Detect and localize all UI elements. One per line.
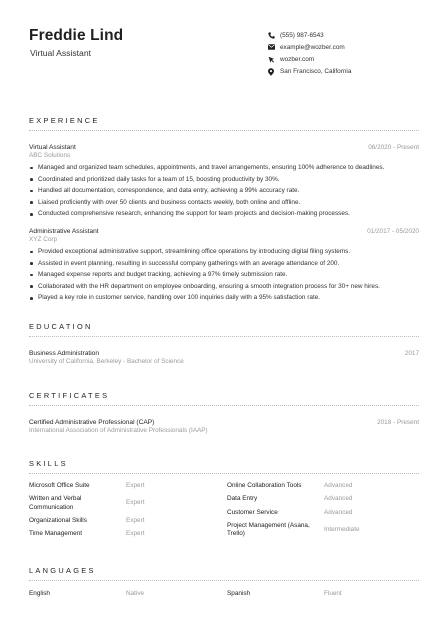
skills-row: [29, 521, 419, 539]
email-icon: [268, 44, 280, 50]
section-divider: [29, 405, 419, 406]
list-item: Handled all documentation, correspondence, and data entry, achieving a 99% accuracy rate.: [29, 185, 419, 197]
job-title: Administrative Assistant: [29, 227, 99, 235]
skill-level: Expert: [126, 529, 145, 537]
skill-level: Expert: [126, 499, 145, 507]
section-title-experience: EXPERIENCE: [29, 116, 100, 125]
skill-level: Advanced: [324, 495, 353, 502]
certificate-issuer: International Association of Administrative Professionals (IAAP): [29, 427, 208, 434]
job-title: Virtual Assistant: [29, 144, 76, 151]
section-divider: [29, 473, 419, 474]
skill-name: Microsoft Office Suite: [29, 482, 90, 490]
company-name: ABC Solutions: [29, 152, 71, 159]
section-title-languages: LANGUAGES: [29, 566, 96, 575]
certificate-entry: [29, 419, 419, 434]
education-section: [29, 322, 419, 365]
cursor-icon: [268, 56, 280, 63]
certificate-dates: 2018 - Present: [377, 419, 419, 426]
language-level: Native: [126, 590, 145, 598]
list-item: Assisted in event planning, resulting in successful company gatherings with an average attendance of 200.: [29, 258, 419, 270]
list-item: Managed and organized team schedules, appointments, and travel arrangements, ensuring 100% adherence to deadlines.: [29, 162, 419, 174]
list-item: Liaised proficiently with over 50 clients and business contacts weekly, both online and offline.: [29, 197, 419, 209]
school-name: University of California, Berkeley - Bachelor of Science: [29, 358, 184, 365]
experience-entry: [29, 144, 419, 220]
experience-entry: [29, 228, 419, 304]
contact-location: [268, 66, 351, 78]
skills-section: [29, 459, 419, 474]
phone-text: (555) 987-6543: [280, 31, 324, 39]
section-title-education: EDUCATION: [29, 322, 93, 331]
job-dates: 06/2020 - Present: [368, 144, 419, 151]
languages-section: [29, 566, 419, 581]
language-name: Spanish: [227, 590, 251, 598]
section-divider: [29, 580, 419, 581]
candidate-name: Freddie Lind: [29, 27, 124, 44]
contact-email: [268, 41, 351, 53]
skills-row: [29, 482, 419, 491]
job-bullets: [29, 162, 419, 220]
graduation-year: 2017: [404, 350, 419, 357]
skill-name: Time Management: [29, 529, 83, 537]
skill-level: Advanced: [324, 482, 353, 490]
certificate-name: Certified Administrative Professional (CAP): [29, 419, 155, 426]
list-item: Played a key role in customer service, handling over 100 inquiries daily with a 95% satisfaction rate.: [29, 292, 419, 304]
skill-name: Project Management (Asana, Trello): [227, 521, 310, 537]
skill-level: Expert: [126, 517, 145, 525]
website-text[interactable]: wozber.com: [280, 55, 315, 63]
contact-block: [268, 29, 351, 78]
list-item: Managed expense reports and budget tracking, achieving a 97% timely submission rate.: [29, 269, 419, 281]
section-title-skills: SKILLS: [29, 459, 68, 468]
location-pin-icon: [268, 68, 280, 76]
contact-website: [268, 53, 351, 65]
phone-icon: [268, 32, 280, 39]
section-divider: [29, 336, 419, 337]
skill-name: Data Entry: [227, 495, 258, 502]
degree-name: Business Administration: [29, 350, 100, 357]
skill-level: Advanced: [324, 509, 353, 517]
languages-row: [29, 590, 419, 599]
certificates-section: [29, 391, 419, 434]
section-divider: [29, 130, 419, 131]
experience-section: [29, 116, 419, 304]
education-entry: [29, 350, 419, 365]
language-level: Fluent: [324, 590, 342, 598]
skill-name: Customer Service: [227, 509, 278, 517]
skill-name: Online Collaboration Tools: [227, 482, 302, 490]
skill-name: Written and Verbal Communication: [29, 495, 82, 511]
language-name: English: [29, 590, 50, 598]
job-dates: 01/2017 - 05/2020: [367, 227, 419, 235]
email-text[interactable]: example@wozber.com: [280, 43, 345, 51]
location-text: San Francisco, California: [280, 68, 352, 76]
job-bullets: [29, 246, 419, 304]
company-name: XYZ Corp: [29, 235, 58, 243]
candidate-title: Virtual Assistant: [30, 48, 91, 58]
list-item: Provided exceptional administrative support, streamlining office operations by introducing digital filing systems.: [29, 246, 419, 258]
skill-name: Organizational Skills: [29, 517, 87, 525]
skill-level: Intermediate: [324, 525, 360, 533]
section-title-certificates: CERTIFICATES: [29, 391, 110, 400]
list-item: Collaborated with the HR department on employee onboarding, ensuring a smooth integration process for 30+ new hires.: [29, 281, 419, 293]
contact-phone: [268, 29, 351, 41]
list-item: Coordinated and prioritized daily tasks for a team of 15, boosting productivity by 30%.: [29, 174, 419, 186]
list-item: Conducted comprehensive research, enhancing the support for team projects and decision-making processes.: [29, 208, 419, 220]
skill-level: Expert: [126, 482, 145, 490]
